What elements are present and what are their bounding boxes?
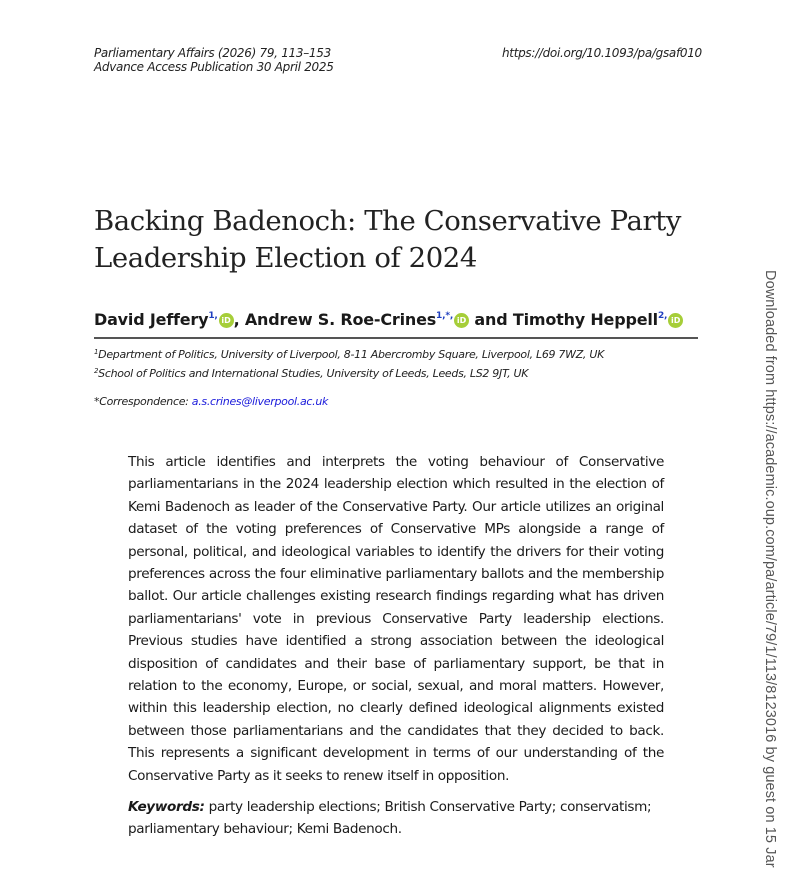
correspondence: [94, 395, 328, 409]
affiliation-text: Department of Politics, University of Liverpool, 8-11 Abercromby Square, Liverpool, L69 7WZ, UK: [98, 348, 604, 361]
download-watermark: Downloaded from https://academic.oup.com/pa/article/79/1/113/8123016 by guest on 15 Jar: [762, 270, 778, 868]
author-name[interactable]: David Jeffery: [94, 310, 209, 329]
author-affiliation-marker[interactable]: 1,: [208, 311, 218, 321]
correspondence-email-link[interactable]: a.s.crines@liverpool.ac.uk: [191, 395, 329, 408]
author-affiliation-marker[interactable]: 1,*,: [436, 311, 454, 321]
journal-citation: Parliamentary Affairs (2026) 79, 113–153: [94, 46, 331, 60]
journal-meta: [94, 46, 334, 74]
publication-date: Advance Access Publication 30 April 2025: [94, 60, 334, 74]
author-separator: and: [469, 310, 513, 329]
abstract: This article identifies and interprets the voting behaviour of Conservative parliamentarians in the 2024 leadership election which resulted in the election of Kemi Badenoch as leader of the Conservative Party. Our article utilizes an original dataset of the voting preferences of Conservative MPs alongside a range of personal, political, and ideological variables to identify the drivers for their voting preferences across the four eliminative parliamentary ballots and the membership ballot. Our article challenges existing research findings regarding what has driven parliamentarians' vote in previous Conservative Party leadership elections. Previous studies have identified a strong association between the ideological disposition of candidates and their base of parliamentary support, be that in relation to the economy, Europe, or social, sexual, and moral matters. However, within this leadership election, no clearly defined ideological alignments existed between those parliamentarians and the candidates that they decided to back. This represents a significant development in terms of our understanding of the Conservative Party as it seeks to renew itself in opposition.: [128, 454, 664, 784]
keywords-label: Keywords:: [128, 799, 205, 815]
correspondence-label: *Correspondence:: [94, 395, 192, 408]
doi-link[interactable]: https://doi.org/10.1093/pa/gsaf010: [502, 46, 702, 60]
orcid-icon[interactable]: iD: [668, 313, 683, 328]
title-line-2: Leadership Election of 2024: [94, 242, 477, 274]
affiliations: [94, 344, 604, 382]
title-line-1: Backing Badenoch: The Conservative Party: [94, 205, 682, 237]
orcid-icon[interactable]: iD: [454, 313, 469, 328]
affiliation-item: [94, 344, 604, 363]
author-affiliation-marker[interactable]: 2,: [657, 311, 668, 321]
author-list: [94, 305, 683, 331]
keywords: [128, 796, 664, 841]
orcid-icon[interactable]: iD: [219, 313, 234, 328]
author-separator: ,: [233, 310, 245, 329]
affiliation-number: 2: [94, 367, 99, 375]
affiliation-item: [94, 363, 604, 382]
affiliation-number: 1: [94, 348, 99, 356]
author-divider: [94, 337, 698, 339]
affiliation-text: School of Politics and International Studies, University of Leeds, Leeds, LS2 9JT, UK: [98, 367, 529, 380]
author-name[interactable]: Andrew S. Roe-Crines: [244, 310, 437, 329]
keywords-text: party leadership elections; British Conservative Party; conservatism; parliamentary behaviour; Kemi Badenoch.: [128, 799, 652, 838]
article-title: [94, 203, 694, 277]
author-name[interactable]: Timothy Heppell: [512, 310, 658, 329]
